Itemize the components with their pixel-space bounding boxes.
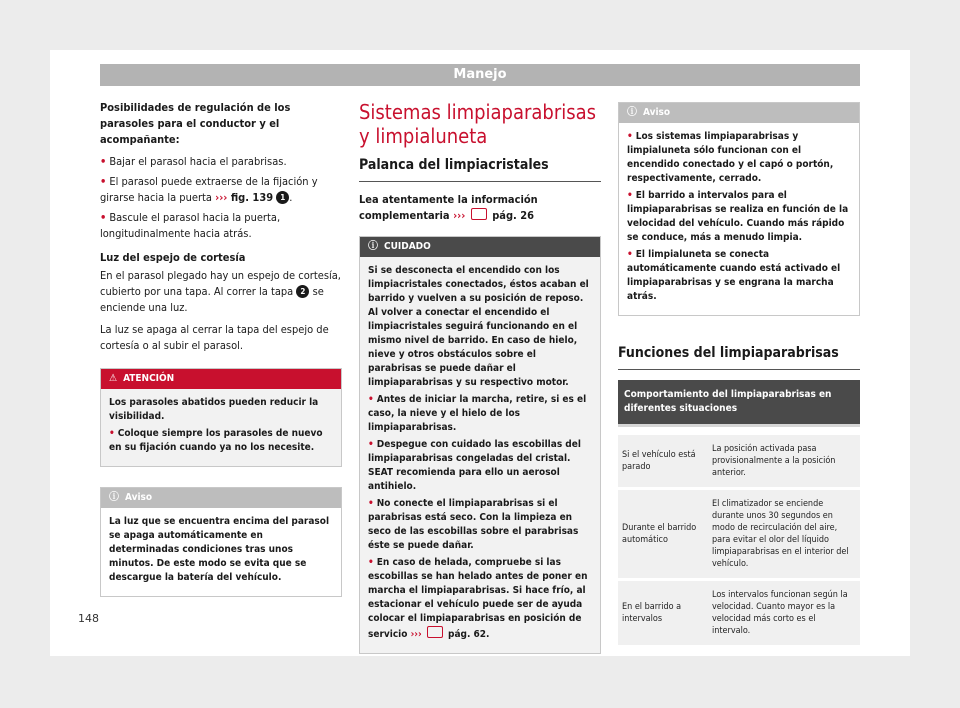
bullet-icon: • (627, 249, 633, 260)
wiper-behavior-table (618, 380, 860, 645)
bullet-icon: • (368, 394, 374, 405)
callout-number-1: 1 (276, 191, 289, 204)
table-cell-behavior: La posición activada pasa provisionalmente a la posición anterior. (708, 434, 860, 489)
list-item: • Bascule el parasol hacia la puerta, longitudinalmente hacia atrás. (100, 211, 281, 240)
table-row (618, 434, 860, 489)
atencion-box (100, 368, 342, 467)
paragraph: La luz se apaga al cerrar la tapa del espejo de cortesía o al subir el parasol. (100, 323, 329, 352)
table-cell-behavior: Los intervalos funcionan según la velocidad. Cuanto mayor es la velocidad más corto es el intervalo. (708, 580, 860, 646)
bullet-icon: • (368, 557, 374, 568)
column-left (100, 100, 342, 597)
aviso-bullet: • Los sistemas limpiaparabrisas y limpialuneta sólo funcionan con el encendido conectado y el capó o portón, respectivamente, cerrado. (627, 131, 834, 184)
warning-triangle-icon: ⚠ (109, 373, 118, 384)
table-header: Comportamiento del limpiaparabrisas en diferentes situaciones (618, 380, 860, 426)
bullet-icon: • (368, 498, 374, 509)
subheading-luz: Luz del espejo de cortesía (100, 251, 246, 264)
list-item: • Bajar el parasol hacia el parabrisas. (100, 155, 287, 168)
cuidado-header: ⓘ CUIDADO (360, 237, 600, 257)
table-row (618, 580, 860, 646)
info-icon: ⓘ (627, 107, 637, 118)
atencion-bullet: • Coloque siempre los parasoles de nuevo en su fijación cuando ya no los necesite. (109, 428, 323, 453)
table-cell-behavior: El climatizador se enciende durante unos 30 segundos en modo de recirculación del aire, para evitar el olor del líquido limpiaparabrisas en el interior del vehículo. (708, 489, 860, 580)
cuidado-text: Si se desconecta el encendido con los limpiacristales conectados, éstos acaban el barrido y vuelven a su posición de reposo. Al volver a conectar el encendido el limpiacristales seguirá funcionando en el mismo nivel de barrido. En caso de hielo, nieve y otros obstáculos sobre el parabrisas se puede dañar el limpiaparabrisas y su respectivo motor. (368, 265, 589, 388)
book-icon (427, 626, 443, 638)
aviso-header: ⓘ Aviso (101, 488, 341, 508)
page-number: 148 (78, 612, 99, 625)
cuidado-bullet: • En caso de helada, compruebe si las escobillas se han helado antes de poner en marcha el limpiaparabrisas. Si hace frío, al estacionar el vehículo puede ser de ayuda colocar el limpiaparabrisas en posición de servicio ››› pág. 62. (368, 557, 588, 640)
aviso-text: La luz que se encuentra encima del parasol se apaga automáticamente en determinadas condiciones tras unos minutos. De este modo se evita que se descargue la batería del vehículo. (109, 516, 330, 583)
section-header: Manejo (100, 64, 860, 86)
figure-reference-link[interactable]: ››› fig. 139 (215, 191, 274, 204)
info-icon: ⓘ (109, 492, 119, 503)
table-cell-situation: En el barrido a intervalos (618, 580, 708, 646)
list-item: • El parasol puede extraerse de la fijación y girarse hacia la puerta ››› fig. 139 1 . (100, 175, 318, 204)
bullet-icon: • (100, 175, 107, 188)
aviso-bullet: • El barrido a intervalos para el limpiaparabrisas se realiza en función de la velocidad del vehículo. Cuando más rápido se conduce, más a menudo limpia. (627, 190, 849, 243)
caution-icon: ⓘ (368, 241, 378, 252)
callout-number-2: 2 (296, 285, 309, 298)
bullet-icon: • (109, 428, 115, 439)
regulation-title: Posibilidades de regulación de los parasoles para el conductor y el acompañante: (100, 101, 291, 146)
aviso-bullet: • El limpialuneta se conecta automáticamente cuando está activado el limpiaparabrisas y se engrana la marcha atrás. (627, 249, 841, 302)
book-icon (471, 208, 487, 220)
atencion-text: Los parasoles abatidos pueden reducir la visibilidad. (109, 397, 319, 422)
cuidado-bullet: • Despegue con cuidado las escobillas del limpiaparabrisas congeladas del cristal. SEAT recomienda para ello un aerosol antihielo. (368, 439, 581, 492)
aviso-box (618, 102, 860, 316)
aviso-header: ⓘ Aviso (619, 103, 859, 123)
section-subtitle: Palanca del limpiacristales (359, 156, 601, 182)
bullet-icon: • (100, 211, 107, 224)
table-row (618, 489, 860, 580)
paragraph: En el parasol plegado hay un espejo de cortesía, cubierto por una tapa. Al correr la tapa 2 se enciende una luz. (100, 269, 341, 314)
atencion-header: ⚠ ATENCIÓN (101, 369, 341, 389)
bullet-icon: • (627, 190, 633, 201)
bullet-icon: • (627, 131, 633, 142)
cuidado-box (359, 236, 601, 654)
column-middle (359, 100, 601, 654)
aviso-box (100, 487, 342, 597)
intro-text: Lea atentamente la información complementaria ››› pág. 26 (359, 193, 538, 222)
funciones-title: Funciones del limpiaparabrisas (618, 344, 860, 370)
page-reference-link[interactable]: ››› pág. 62. (411, 629, 490, 640)
bullet-icon: • (368, 439, 374, 450)
column-right (618, 100, 860, 645)
section-title: Sistemas limpiaparabrisas y limpialuneta (359, 100, 597, 148)
table-cell-situation: Durante el barrido automático (618, 489, 708, 580)
page-reference-link[interactable]: ››› pág. 26 (453, 209, 535, 222)
cuidado-bullet: • No conecte el limpiaparabrisas si el parabrisas está seco. Con la limpieza en seco de las escobillas sobre el parabrisas éste se puede dañar. (368, 498, 579, 551)
bullet-icon: • (100, 155, 107, 168)
cuidado-bullet: • Antes de iniciar la marcha, retire, si es el caso, la nieve y el hielo de los limpiaparabrisas. (368, 394, 587, 433)
table-cell-situation: Si el vehículo está parado (618, 434, 708, 489)
